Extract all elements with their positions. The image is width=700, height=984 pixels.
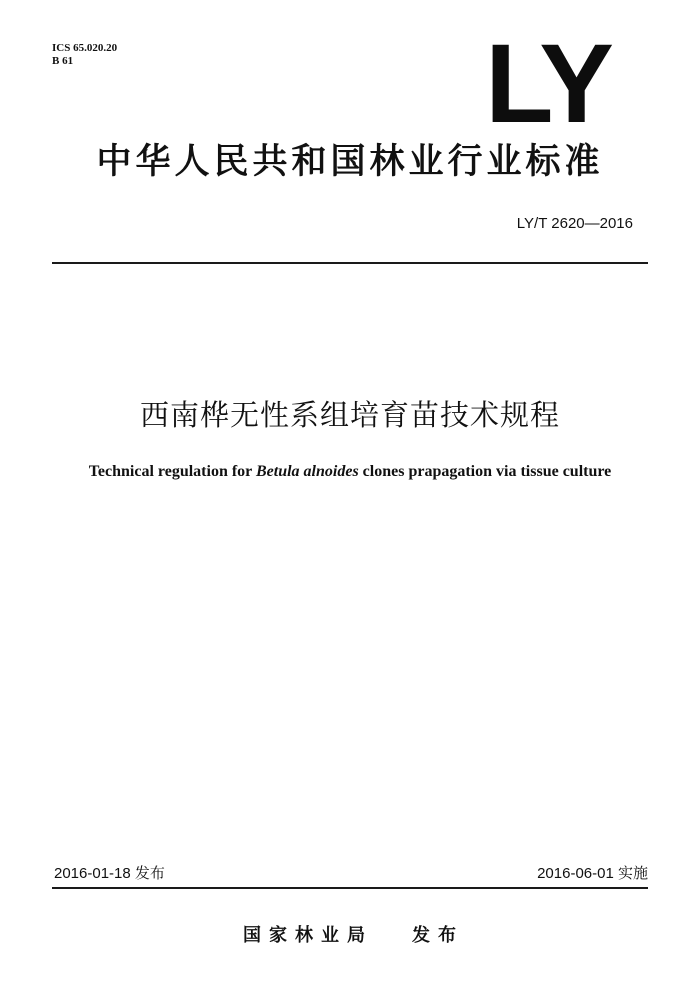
ccs-code: B 61	[52, 55, 74, 67]
title-english-species: Betula alnoides	[255, 463, 359, 480]
standard-number: LY/T 2620—2016	[516, 215, 633, 232]
implementation-date: 2016-06-01 实施	[537, 865, 648, 882]
document-title-english	[0, 462, 700, 482]
publish-label: 发布	[412, 925, 464, 946]
document-title-chinese: 西南桦无性系组培育苗技术规程	[139, 398, 560, 432]
title-english-prefix: Technical regulation for	[88, 463, 256, 480]
standard-logo: LY	[485, 21, 610, 146]
standard-category-title: 中华人民共和国林业行业标准	[96, 142, 604, 182]
title-english-suffix: clones prapagation via tissue culture	[358, 463, 612, 480]
top-divider	[52, 262, 648, 264]
issue-date: 2016-01-18 发布	[54, 865, 165, 882]
publisher-name: 国家林业局	[243, 925, 373, 946]
bottom-divider	[52, 887, 648, 889]
ics-code: ICS 65.020.20	[52, 42, 118, 54]
